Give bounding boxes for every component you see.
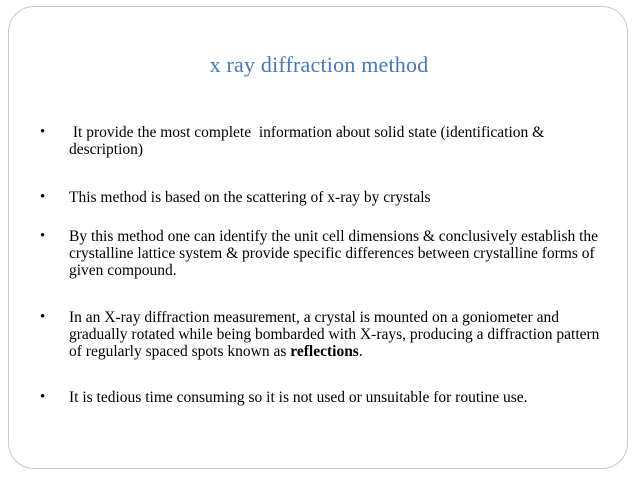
bullet-bold-term: reflections [290, 343, 359, 360]
bullet-icon: • [40, 389, 46, 405]
bullet-icon: • [40, 309, 46, 325]
bullet-text: This method is based on the scattering of x-ray by crystals [69, 189, 431, 206]
bullet-icon: • [40, 228, 46, 244]
bullet-item-scattering [40, 189, 600, 206]
bullet-text: In an X-ray diffraction measurement, a crystal is mounted on a goniometer and gradually rotated while being bombarded with X-rays, producing a diffraction pattern of regularly spaced spots known as [69, 309, 600, 360]
bullet-item-tedious [40, 389, 600, 406]
bullet-icon: • [40, 124, 46, 140]
bullet-text: It is tedious time consuming so it is not used or unsuitable for routine use. [69, 389, 528, 406]
bullet-text-end: . [358, 343, 363, 360]
bullet-item-goniometer [40, 309, 600, 360]
bullet-text: By this method one can identify the unit cell dimensions & conclusively establish the crystalline lattice system & provide specific differences between crystalline forms of given compound. [69, 228, 599, 279]
bullet-icon: • [40, 189, 46, 205]
bullet-text: It provide the most complete information about solid state (identification & description) [69, 124, 549, 158]
slide-title: x ray diffraction method [209, 52, 429, 77]
bullet-list [40, 124, 600, 406]
bullet-item-unit-cell [40, 228, 600, 279]
bullet-item-identification [40, 124, 600, 158]
